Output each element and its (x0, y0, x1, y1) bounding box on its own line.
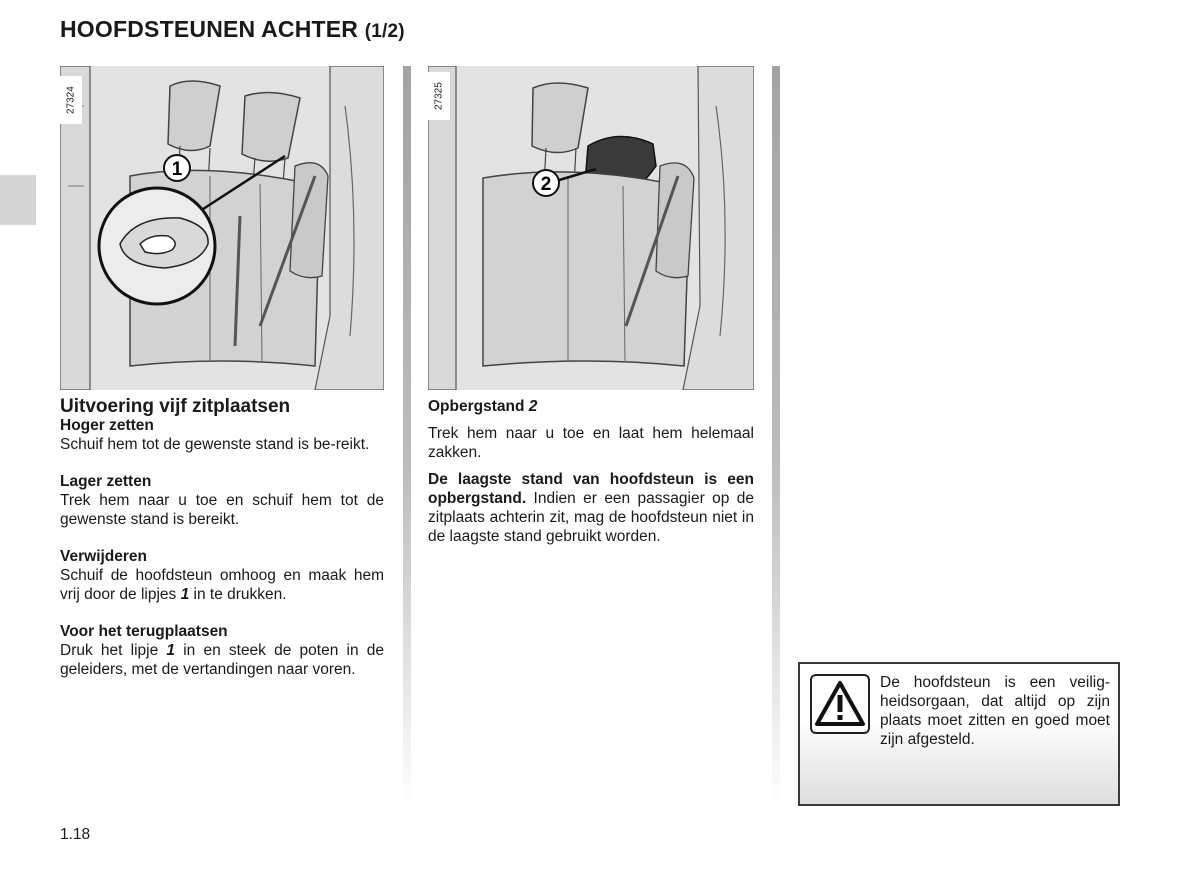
column-divider (403, 66, 411, 806)
warning-triangle-icon (810, 674, 870, 734)
figure-code: 27325 (428, 72, 450, 120)
reference-number: 1 (180, 586, 190, 603)
subheading-lower: Lager zetten (60, 473, 152, 490)
subheading-remove: Verwijderen (60, 548, 148, 565)
page-title-text: HOOFDSTEUNEN ACHTER (60, 16, 359, 42)
text-run: Schuif de hoofdsteun omhoog en maak hem vrij door de lipjes (60, 567, 384, 603)
reference-number: 1 (166, 642, 176, 659)
reference-number: 2 (528, 398, 538, 415)
left-column (60, 397, 384, 697)
paragraph-remove (60, 566, 384, 604)
subheading-storage (428, 397, 754, 416)
page-number: 1.18 (60, 826, 91, 843)
bold-text: De laagste stand van hoofdsteun is een opbergstand. (428, 471, 754, 507)
text-run: in te drukken. (189, 586, 287, 603)
paragraph-raise: Schuif hem tot de gewenste stand is be-reikt. (60, 436, 370, 453)
figure-code: 27324 (60, 76, 82, 124)
warning-box (798, 662, 1120, 806)
rear-seat-illustration-2 (428, 66, 754, 390)
paragraph-storage-2 (428, 470, 754, 546)
text-run: Opbergstand (428, 398, 525, 415)
warning-text: De hoofdsteun is een veilig-heidsorgaan, dat altijd op zijn plaats moet zitten en goed moet zijn afgesteld. (880, 674, 1110, 748)
paragraph-lower: Trek hem naar u toe en schuif hem tot de gewenste stand is bereikt. (60, 492, 384, 528)
section-tab (0, 175, 36, 225)
figure-rear-seat-storage (428, 66, 754, 390)
text-run: in en steek de poten in de geleiders, met de vertandingen naar voren. (60, 642, 384, 678)
figure-rear-seat-tab (60, 66, 384, 390)
text-run: Indien er een passagier op de zitplaats achterin zit, mag de hoofdsteun niet in de laagste stand gebruikt worden. (428, 490, 754, 545)
page-title-part: (1/2) (364, 21, 405, 42)
paragraph-refit (60, 641, 384, 679)
subheading-raise: Hoger zetten (60, 417, 154, 434)
section-heading: Uitvoering vijf zitplaatsen (60, 396, 291, 417)
middle-column (428, 397, 754, 546)
paragraph-storage-1: Trek hem naar u toe en laat hem helemaal zakken. (428, 425, 754, 461)
subheading-refit: Voor het terugplaatsen (60, 623, 228, 640)
column-divider (772, 66, 780, 806)
callout-2: 2 (540, 174, 552, 195)
callout-1: 1 (171, 159, 183, 180)
rear-seat-illustration-1 (60, 66, 384, 390)
page-title (60, 16, 405, 43)
text-run: Druk het lipje (60, 642, 167, 659)
